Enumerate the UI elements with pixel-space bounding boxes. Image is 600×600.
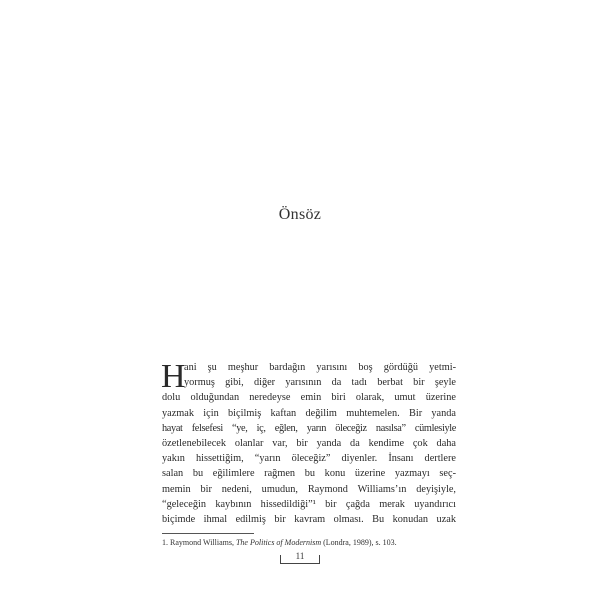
chapter-title: Önsöz xyxy=(278,206,322,223)
body-line: memin bir nedeni, umudun, Raymond Williams’ın deyişiyle, xyxy=(162,483,456,495)
body-line: hayat felsefesi “ye, iç, eğlen, yarın öleceğiz nasılsa” cümlesiyle xyxy=(162,422,456,434)
footnote-number: 1. xyxy=(162,538,168,547)
footnote-divider xyxy=(162,533,254,534)
footnote-title: The Politics of Modernism xyxy=(235,538,322,547)
footnote-details: (Londra, 1989), s. 103. xyxy=(323,538,397,547)
body-line: yakın hissettiğim, “yarın öleceğiz” diyenler. İnsanı dertlere xyxy=(162,453,456,465)
page-number: 11 xyxy=(280,551,320,564)
body-line: biçimde ihmal edilmiş bir kavram olması. Bu konudan uzak xyxy=(162,513,456,525)
body-line: “geleceğin kaybının hissedildiği”¹ bir çağda merak uyandırıcı xyxy=(162,498,456,510)
body-line: ani şu meşhur bardağın yarısını boş gördüğü yetmi- xyxy=(184,362,456,373)
body-line: salan bu eğilimlere rağmen bu konu üzerine yazmayı seç- xyxy=(162,468,456,480)
drop-cap: H xyxy=(161,358,186,395)
body-text xyxy=(162,360,456,527)
footnote-author: Raymond Williams, xyxy=(170,538,234,547)
body-line: dolu olduğundan neredeyse emin biri olarak, umut üzerine xyxy=(162,392,456,404)
footnote xyxy=(162,538,462,548)
body-line: yazmak için biçilmiş kaftan değilim muhtemelen. Bir yanda xyxy=(162,407,456,419)
body-line: yormuş gibi, diğer yarısının da tadı berbat bir şeyle xyxy=(184,377,456,389)
body-line: özetlenebilecek olanlar var, bir yanda da kendime çok daha xyxy=(162,437,456,449)
